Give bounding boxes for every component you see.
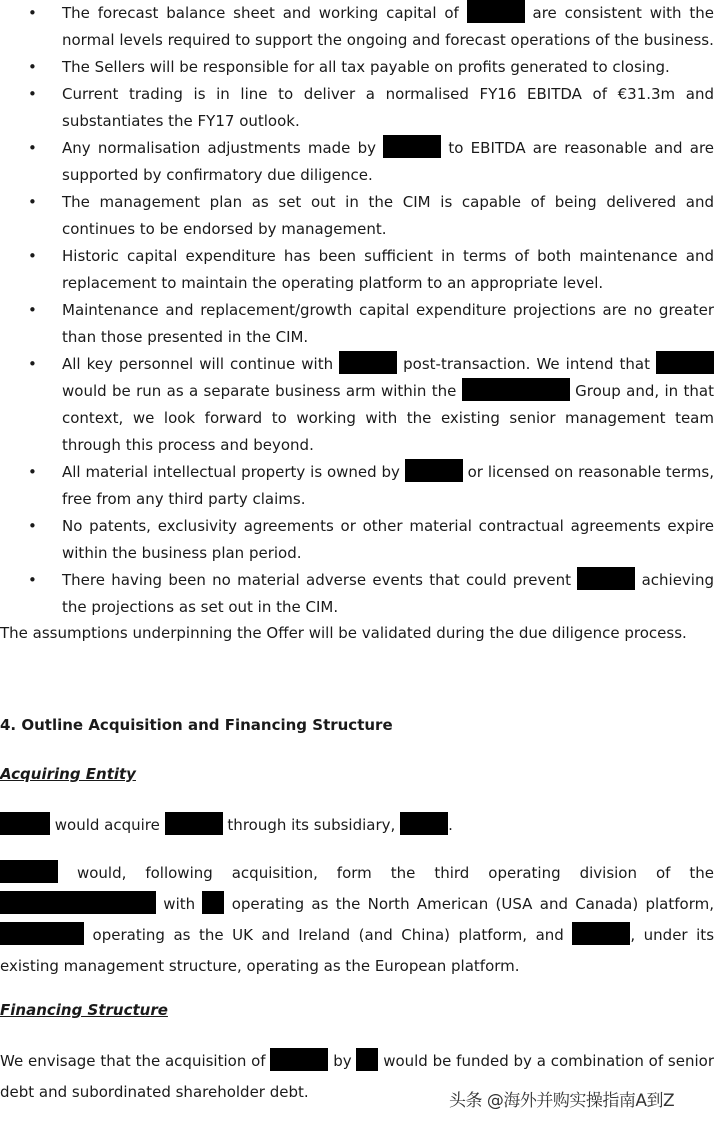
acquiring-entity-heading: Acquiring Entity (0, 765, 136, 783)
redaction-bar (577, 567, 635, 590)
redaction-bar (383, 135, 441, 158)
redaction-bar (339, 351, 397, 374)
bullet-icon: • (28, 517, 37, 535)
financing-structure-heading: Financing Structure (0, 1001, 168, 1019)
list-item: • Maintenance and replacement/growth capital expenditure projections are no greater than those presented in the CIM. (0, 297, 714, 351)
closing-note: The assumptions underpinning the Offer will be validated during the due diligence process. (0, 624, 687, 642)
redaction-bar (0, 922, 84, 945)
redaction-bar (405, 459, 463, 482)
bullet-icon: • (28, 301, 37, 319)
redaction-bar (572, 922, 630, 945)
list-item: • All material intellectual property is owned by or licensed on reasonable terms, free from any third party claims. (0, 459, 714, 513)
list-item: • The management plan as set out in the CIM is capable of being delivered and continues to be endorsed by management. (0, 189, 714, 243)
redaction-bar (270, 1048, 328, 1071)
watermark: 头条 @海外并购实操指南A到Z (449, 1091, 675, 1111)
redaction-bar (400, 812, 448, 835)
list-item: • The forecast balance sheet and working capital of are consistent with the normal levels required to support the ongoing and forecast operations of the business. (0, 0, 714, 54)
list-item: • No patents, exclusivity agreements or other material contractual agreements expire within the business plan period. (0, 513, 714, 567)
redaction-bar (0, 812, 50, 835)
section-heading: 4. Outline Acquisition and Financing Structure (0, 716, 393, 734)
bullet-icon: • (28, 247, 37, 265)
redaction-bar (656, 351, 714, 374)
bullet-icon: • (28, 58, 37, 76)
bullet-icon: • (28, 355, 37, 373)
redaction-bar (0, 891, 156, 914)
list-item: • The Sellers will be responsible for all tax payable on profits generated to closing. (0, 54, 714, 81)
list-item: • Any normalisation adjustments made by to EBITDA are reasonable and are supported by confirmatory due diligence. (0, 135, 714, 189)
bullet-icon: • (28, 463, 37, 481)
bullet-icon: • (28, 139, 37, 157)
redaction-bar (202, 891, 224, 914)
acquiring-entity-paragraph-1: would acquire through its subsidiary, . (0, 810, 714, 841)
list-item: • Current trading is in line to deliver a normalised FY16 EBITDA of €31.3m and substantiates the FY17 outlook. (0, 81, 714, 135)
bullet-icon: • (28, 571, 37, 589)
financing-structure-paragraph: We envisage that the acquisition of by would be funded by a combination of senior debt and subordinated shareholder debt. (0, 1046, 714, 1108)
bullet-icon: • (28, 85, 37, 103)
bullet-icon: • (28, 4, 37, 22)
list-item: • All key personnel will continue with post-transaction. We intend that would be run as a separate business arm within the Group and, in that context, we look forward to working with the existing senior management team through this process and beyond. (0, 351, 714, 459)
redaction-bar (467, 0, 525, 23)
list-item: • Historic capital expenditure has been sufficient in terms of both maintenance and replacement to maintain the operating platform to an appropriate level. (0, 243, 714, 297)
redaction-bar (462, 378, 570, 401)
redaction-bar (0, 860, 58, 883)
bullet-icon: • (28, 193, 37, 211)
acquiring-entity-paragraph-2: would, following acquisition, form the third operating division of the with operating as the North American (USA and Canada) platform, operating as the UK and Ireland (and China) platform, and , under its existing management structure, operating as the European platform. (0, 858, 714, 982)
list-item: • There having been no material adverse events that could prevent achieving the projections as set out in the CIM. (0, 567, 714, 621)
redaction-bar (356, 1048, 378, 1071)
redaction-bar (165, 812, 223, 835)
